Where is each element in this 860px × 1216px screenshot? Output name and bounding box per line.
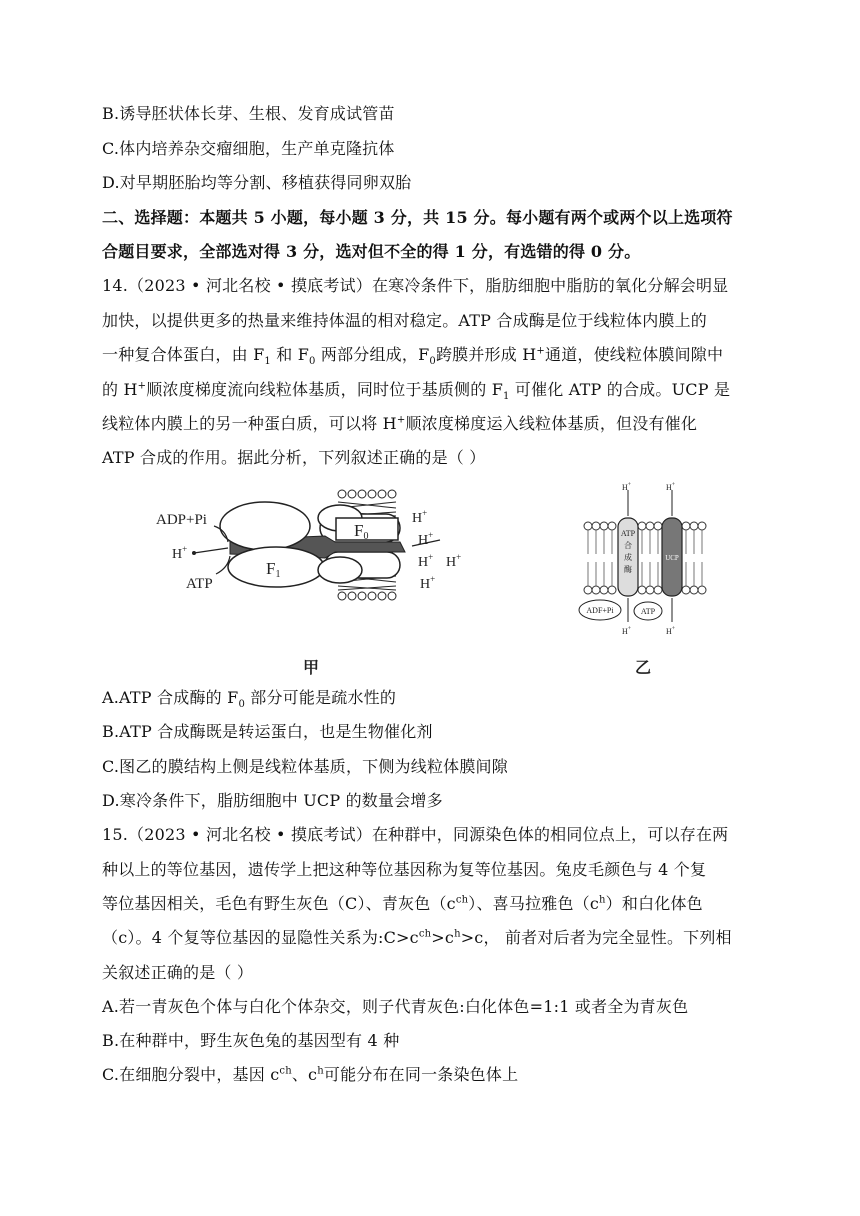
question-15-stem: 等位基因相关，毛色有野生灰色（C）、青灰色$(c^{ch})$、喜马拉雅色$(c^h)$和白化体色 xyxy=(102,894,703,913)
figure-jia-label: 甲 xyxy=(303,658,320,677)
question-14-stem: 加快，以提供更多的热量来维持体温的相对稳定。ATP 合成酶是位于线粒体内膜上的 xyxy=(102,311,708,330)
h-top-left: H+ xyxy=(622,482,632,492)
figure-jia-atp-synthase xyxy=(150,482,480,606)
question-14-option-d: D.寒冷条件下，脂肪细胞中 UCP 的数量会增多 xyxy=(102,791,443,810)
f0-label: F0 xyxy=(354,521,369,542)
ucp-label: UCP xyxy=(665,554,679,562)
f1-label: F1 xyxy=(266,559,281,580)
svg-text:酶: 酶 xyxy=(624,565,632,574)
question-15-stem: 种以上的等位基因，遗传学上把这种等位基因称为复等位基因。兔皮毛颜色与 4 个复 xyxy=(102,860,707,879)
h-out-arrow xyxy=(194,548,228,553)
question-15-stem: （c）。4 个复等位基因的显隐性关系为$:C>c^{ch}>c^h>c$， 前者对后者为完全显性。下列相 xyxy=(102,928,732,947)
section-heading: 二、选择题：本题共 5 小题，每小题 3 分，共 15 分。每小题有两个或两个以上选项符 xyxy=(102,208,733,227)
question-14-stem: 的 H+顺浓度梯度流向线粒体基质，同时位于基质侧的 $F_1$ 可催化 ATP 的合成。UCP 是 xyxy=(102,380,731,403)
svg-text:ATP: ATP xyxy=(620,529,636,538)
option-b-13: B.诱导胚状体长芽、生根、发育成试管苗 xyxy=(102,104,395,123)
question-14-stem: ATP 合成的作用。据此分析，下列叙述正确的是（ ） xyxy=(102,448,486,467)
h-top-right: H+ xyxy=(666,482,676,492)
question-14-stem: 线粒体内膜上的另一种蛋白质，可以将 H+顺浓度梯度运入线粒体基质，但没有催化 xyxy=(102,414,698,433)
adf-pi-label: ADF+Pi xyxy=(586,606,614,615)
h-ion-4: H+ xyxy=(446,552,462,570)
atp-bubble-label: ATP xyxy=(640,607,656,616)
h-ion-5: H+ xyxy=(420,574,436,592)
h-bottom-right: H+ xyxy=(666,626,676,636)
atp-synthase-diagram xyxy=(150,482,480,606)
f1-ring-bottom xyxy=(318,557,362,583)
question-14-stem: 一种复合体蛋白，由 $F_1$ 和 $F_0$ 两部分组成，$F_0$跨膜并形成 H+通道，使线粒体膜间隙中 xyxy=(102,345,724,368)
figure-yi-membrane-proteins xyxy=(578,478,710,640)
question-14-option-a: A.ATP 合成酶的 $F_0$ 部分可能是疏水性的 xyxy=(102,688,397,711)
question-15-option-c: C.在细胞分裂中，基因 $c^{ch}$、$c^h$可能分布在同一条染色体上 xyxy=(102,1065,519,1084)
option-c-13: C.体内培养杂交瘤细胞，生产单克隆抗体 xyxy=(102,139,395,158)
f1-top-subunit xyxy=(220,502,310,550)
section-heading-cont: 合题目要求，全部选对得 3 分，选对但不全的得 1 分，有选错的得 0 分。 xyxy=(102,242,641,261)
question-15-stem: 15.（2023 • 河北名校 • 摸底考试）在种群中，同源染色体的相同位点上，可以存在两 xyxy=(102,825,729,844)
h-ion-2: H+ xyxy=(418,530,434,548)
h-ion-1: H+ xyxy=(412,508,428,526)
adp-pi-label: ADP+Pi xyxy=(156,512,207,528)
svg-text:成: 成 xyxy=(624,553,632,562)
question-14-stem: 14.（2023 • 河北名校 • 摸底考试）在寒冷条件下，脂肪细胞中脂肪的氧化分解会明显 xyxy=(102,276,729,295)
h-ion-3: H+ xyxy=(418,552,434,570)
membrane-protein-diagram xyxy=(578,478,710,640)
option-d-13: D.对早期胚胎均等分割、移植获得同卵双胎 xyxy=(102,173,412,192)
question-14-option-b: B.ATP 合成酶既是转运蛋白，也是生物催化剂 xyxy=(102,722,433,741)
atp-label: ATP xyxy=(186,576,213,592)
h-out-arrowhead xyxy=(192,551,196,555)
question-14-option-c: C.图乙的膜结构上侧是线粒体基质，下侧为线粒体膜间隙 xyxy=(102,757,508,776)
bilayer-tails xyxy=(588,530,702,586)
question-15-option-a: A.若一青灰色个体与白化个体杂交，则子代青灰色:白化体色=1:1 或者全为青灰色 xyxy=(102,997,689,1016)
bilayer-heads xyxy=(584,522,706,594)
svg-text:合: 合 xyxy=(624,541,632,550)
figure-yi-label: 乙 xyxy=(635,658,652,677)
f1-bottom-subunit xyxy=(228,547,324,587)
question-15-stem: 关叙述正确的是（ ） xyxy=(102,963,254,982)
h-out-label: H+ xyxy=(172,544,188,562)
h-bottom-left: H+ xyxy=(622,626,632,636)
question-15-option-b: B.在种群中，野生灰色兔的基因型有 4 种 xyxy=(102,1031,400,1050)
